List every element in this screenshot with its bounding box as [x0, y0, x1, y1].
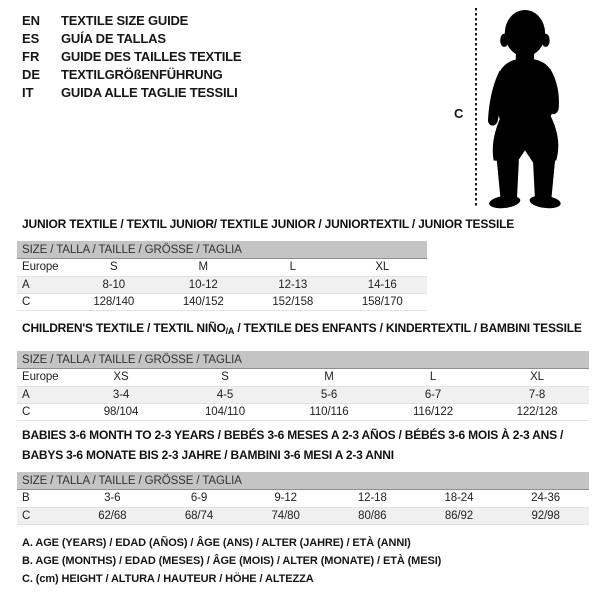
row-label: C	[17, 403, 69, 420]
children-textile-section	[17, 321, 589, 421]
lang-code: IT	[22, 85, 34, 100]
table-row	[17, 403, 589, 420]
lang-code: ES	[22, 31, 40, 46]
lang-code: DE	[22, 67, 41, 82]
size-cell: 3-4	[69, 386, 173, 403]
lang-row-es	[22, 30, 241, 48]
size-cell: S	[173, 369, 277, 386]
size-cell: 62/68	[69, 507, 156, 524]
size-header-bar: SIZE / TALLA / TAILLE / GRÖSSE / TAGLIA	[17, 472, 589, 490]
size-cell: 6-7	[381, 386, 485, 403]
size-cell: 10-12	[159, 276, 249, 293]
guide-title: GUIDE DES TAILLES TEXTILE	[61, 49, 242, 64]
table-row	[17, 490, 589, 507]
height-measure-dotted-line	[475, 8, 477, 208]
size-cell: XL	[485, 369, 589, 386]
size-cell: 7-8	[485, 386, 589, 403]
size-cell: L	[381, 369, 485, 386]
size-cell: 128/140	[69, 293, 159, 310]
size-cell: XL	[338, 259, 428, 276]
size-cell: 9-12	[242, 490, 329, 507]
size-cell: 12-18	[329, 490, 416, 507]
size-cell: 98/104	[69, 403, 173, 420]
note-age-months: B. AGE (MONTHS) / EDAD (MESES) / ÂGE (MOIS) / ALTER (MONATE) / ETÀ (MESI)	[22, 555, 442, 567]
lang-row-de	[22, 66, 241, 84]
row-label: Europe	[17, 369, 69, 386]
lang-code: EN	[22, 13, 41, 28]
table-row	[17, 259, 427, 276]
size-cell: M	[159, 259, 249, 276]
size-cell: 18-24	[416, 490, 503, 507]
size-header-bar: SIZE / TALLA / TAILLE / GRÖSSE / TAGLIA	[17, 351, 589, 369]
row-label: Europe	[17, 259, 69, 276]
guide-title: TEXTILGRÖßENFÜHRUNG	[61, 67, 223, 82]
size-cell: 116/122	[381, 403, 485, 420]
size-cell: 4-5	[173, 386, 277, 403]
row-label: C	[17, 293, 69, 310]
guide-title: TEXTILE SIZE GUIDE	[61, 13, 189, 28]
table-row	[17, 276, 427, 293]
size-cell: S	[69, 259, 159, 276]
size-cell: 158/170	[338, 293, 428, 310]
size-cell: 68/74	[156, 507, 243, 524]
note-age-years: A. AGE (YEARS) / EDAD (AÑOS) / ÂGE (ANS) / ALTER (JAHRE) / ETÀ (ANNI)	[22, 537, 411, 549]
lang-code: FR	[22, 49, 40, 64]
size-cell: 6-9	[156, 490, 243, 507]
size-cell: 86/92	[416, 507, 503, 524]
size-cell: 122/128	[485, 403, 589, 420]
height-label-c: C	[454, 106, 464, 121]
lang-row-it	[22, 84, 241, 102]
size-cell: 8-10	[69, 276, 159, 293]
children-table-title: CHILDREN'S TEXTILE / TEXTIL $NIÑO_{/A}$ / TEXTILE DES ENFANTS / KINDERTEXTIL / BAMBINI TESSILE	[22, 321, 582, 336]
junior-table-title: JUNIOR TEXTILE / TEXTIL JUNIOR/ TEXTILE JUNIOR / JUNIORTEXTIL / JUNIOR TESSILE	[22, 217, 515, 231]
table-row	[17, 386, 589, 403]
size-cell: 140/152	[159, 293, 249, 310]
lang-row-fr	[22, 48, 241, 66]
size-cell: 74/80	[242, 507, 329, 524]
note-height-cm: C. (cm) HEIGHT / ALTURA / HAUTEUR / HÖHE / ALTEZZA	[22, 573, 314, 585]
guide-title: GUÍA DE TALLAS	[61, 31, 166, 46]
size-cell: 104/110	[173, 403, 277, 420]
size-cell: 92/98	[502, 507, 589, 524]
table-row	[17, 293, 427, 310]
size-cell: 24-36	[502, 490, 589, 507]
size-cell: L	[248, 259, 338, 276]
size-cell: 3-6	[69, 490, 156, 507]
size-cell: M	[277, 369, 381, 386]
baby-figure	[450, 6, 585, 211]
table-row	[17, 369, 589, 386]
row-label: A	[17, 276, 69, 293]
row-label: C	[17, 507, 69, 524]
junior-textile-section	[17, 217, 515, 311]
size-cell: 12-13	[248, 276, 338, 293]
children-size-table	[17, 369, 589, 421]
legend-notes	[22, 534, 441, 588]
size-header-bar: SIZE / TALLA / TAILLE / GRÖSSE / TAGLIA	[17, 241, 427, 259]
babies-size-table	[17, 490, 589, 525]
size-cell: 80/86	[329, 507, 416, 524]
size-cell: 14-16	[338, 276, 428, 293]
size-cell: 152/158	[248, 293, 338, 310]
baby-silhouette-icon	[486, 8, 578, 210]
junior-size-table	[17, 259, 427, 311]
babies-table-title: BABIES 3-6 MONTH TO 2-3 YEARS / BEBÉS 3-6 MESES A 2-3 AÑOS / BÉBÉS 3-6 MOIS À 2-3 ANS / BABYS 3-6 MONATE BIS 2-3 JAHRE / BAMBINI 3-6 MESI A 2-3 ANNI	[22, 428, 564, 462]
language-title-list	[22, 12, 241, 102]
babies-textile-section	[17, 427, 589, 525]
guide-title: GUIDA ALLE TAGLIE TESSILI	[61, 85, 238, 100]
size-cell: 110/116	[277, 403, 381, 420]
row-label: A	[17, 386, 69, 403]
size-cell: XS	[69, 369, 173, 386]
lang-row-en	[22, 12, 241, 30]
size-cell: 5-6	[277, 386, 381, 403]
table-row	[17, 507, 589, 524]
row-label: B	[17, 490, 69, 507]
